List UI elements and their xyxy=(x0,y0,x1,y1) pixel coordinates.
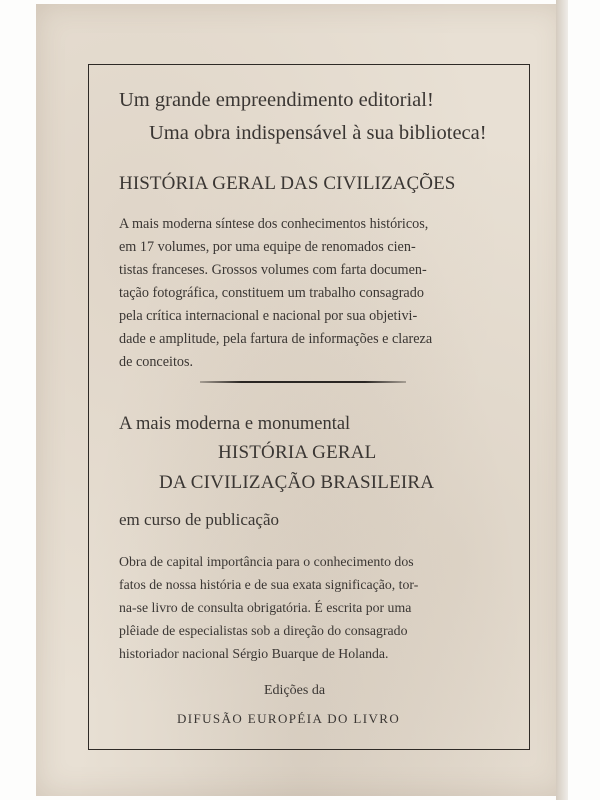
slogan-line-1: Um grande empreendimento editorial! xyxy=(119,89,434,111)
section-divider xyxy=(200,381,406,383)
cover-edge xyxy=(556,0,568,800)
collection-1-title: HISTÓRIA GERAL DAS CIVILIZAÇÕES xyxy=(119,173,456,194)
description-line: fatos de nossa história e de sua exata significação, tor- xyxy=(119,577,419,592)
description-line: historiador nacional Sérgio Buarque de Holanda. xyxy=(119,646,389,661)
description-line: em 17 volumes, por uma equipe de renomados cien- xyxy=(119,239,416,255)
collection-2-status: em curso de publicação xyxy=(119,510,280,529)
collection-2-title-line-1: HISTÓRIA GERAL xyxy=(218,442,377,463)
collection-2-description xyxy=(119,550,485,665)
description-line: tação fotográfica, constituem um trabalho consagrado xyxy=(119,285,424,301)
description-line: de conceitos. xyxy=(119,354,194,370)
description-line: Obra de capital importância para o conhecimento dos xyxy=(119,554,414,569)
publisher-name: DIFUSÃO EUROPÉIA DO LIVRO xyxy=(177,711,401,726)
description-line: dade e amplitude, pela fartura de informações e clareza xyxy=(119,331,433,347)
description-line: A mais moderna síntese dos conhecimentos históricos, xyxy=(119,216,429,232)
imprint-label: Edições da xyxy=(264,683,326,698)
description-line: tistas franceses. Grossos volumes com farta documen- xyxy=(119,262,427,278)
collection-2-title-line-2: DA CIVILIZAÇÃO BRASILEIRA xyxy=(159,472,435,493)
slogan-line-2: Uma obra indispensável à sua biblioteca! xyxy=(149,122,487,144)
collection-1-description xyxy=(119,213,497,374)
description-line: pela crítica internacional e nacional por sua objetivi- xyxy=(119,308,418,324)
collection-2-intro: A mais moderna e monumental xyxy=(119,414,351,434)
description-line: na-se livro de consulta obrigatória. É escrita por uma xyxy=(119,600,412,615)
description-line: plêiade de especialistas sob a direção do consagrado xyxy=(119,623,408,638)
